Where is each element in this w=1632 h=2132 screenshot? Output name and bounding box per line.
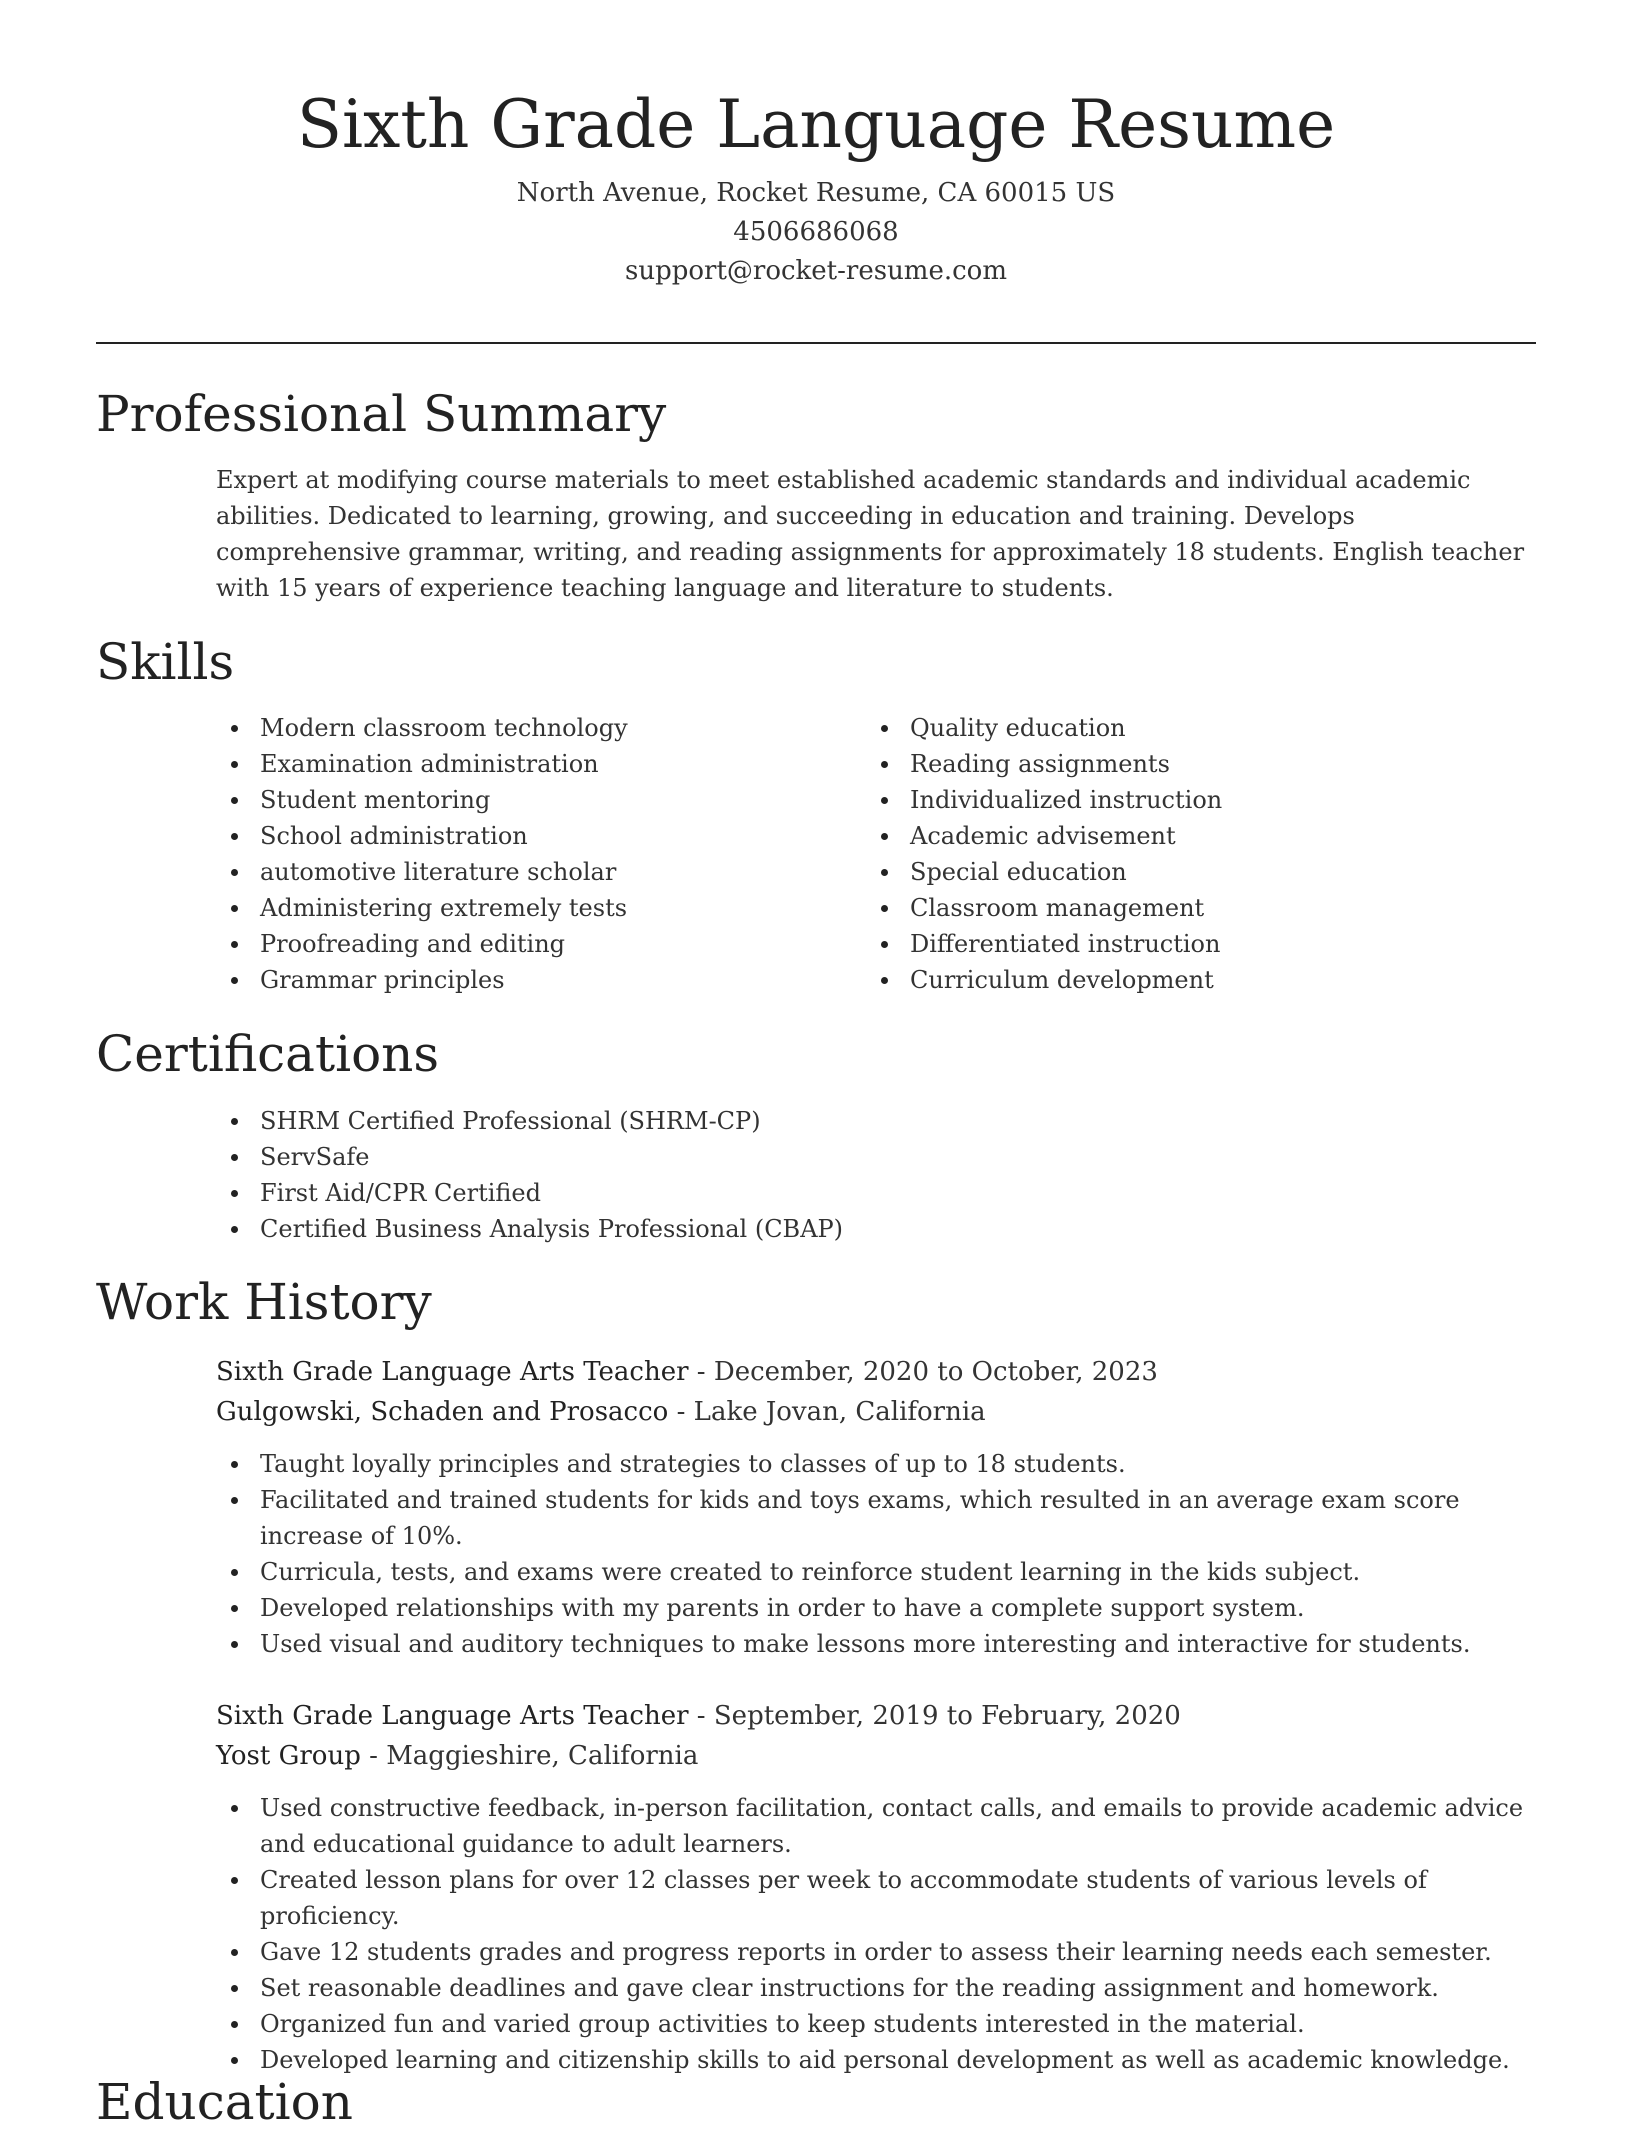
skill-item: automotive literature scholar bbox=[216, 854, 836, 890]
job-bullet-item: Developed learning and citizenship skills to aid personal development as well as academic knowledge. bbox=[216, 2042, 1546, 2078]
skill-item: Academic advisement bbox=[866, 818, 1506, 854]
contact-phone: 4506686068 bbox=[733, 217, 899, 247]
job-2-title-line bbox=[216, 1696, 1181, 1736]
resume-header bbox=[96, 80, 1536, 291]
certifications-heading: Certifications bbox=[96, 1025, 440, 1083]
job-bullet-item: Gave 12 students grades and progress reports in order to assess their learning needs each semester. bbox=[216, 1934, 1546, 1970]
skill-item: Individualized instruction bbox=[866, 782, 1506, 818]
skills-column-left bbox=[216, 710, 836, 998]
job-1-company-line bbox=[216, 1392, 986, 1432]
skill-item: Modern classroom technology bbox=[216, 710, 836, 746]
header-divider bbox=[96, 342, 1536, 344]
job-1-bullets-block bbox=[216, 1446, 1546, 1662]
summary-text: Expert at modifying course materials to meet established academic standards and individual academic abilities. Dedicated to learning, growing, and succeeding in education and training. Develops comprehensive grammar, writing, and reading assignments for approximately 18 students. English teacher with 15 years of experience teaching language and literature to students. bbox=[216, 466, 1525, 602]
skill-item: Proofreading and editing bbox=[216, 926, 836, 962]
summary-heading: Professional Summary bbox=[96, 385, 667, 443]
job-1-separator: - bbox=[688, 1357, 714, 1387]
job-bullet-item: Taught loyally principles and strategies to classes of up to 18 students. bbox=[216, 1446, 1546, 1482]
job-1-title-line bbox=[216, 1352, 1158, 1392]
skill-item: Student mentoring bbox=[216, 782, 836, 818]
job-bullet-item: Facilitated and trained students for kids and toys exams, which resulted in an average exam score increase of 10%. bbox=[216, 1482, 1546, 1554]
skills-list-right bbox=[866, 710, 1506, 998]
candidate-name: Sixth Grade Language Resume bbox=[296, 86, 1336, 163]
skill-item: Special education bbox=[866, 854, 1506, 890]
job-1-company-separator: - bbox=[668, 1397, 694, 1427]
job-bullet-item: Created lesson plans for over 12 classes per week to accommodate students of various levels of proficiency. bbox=[216, 1862, 1546, 1934]
certifications-block bbox=[216, 1103, 1536, 1247]
certification-item: First Aid/CPR Certified bbox=[216, 1175, 1536, 1211]
job-bullet-item: Developed relationships with my parents in order to have a complete support system. bbox=[216, 1590, 1546, 1626]
job-1-company: Gulgowski, Schaden and Prosacco bbox=[216, 1397, 669, 1427]
job-1-dates: December, 2020 to October, 2023 bbox=[713, 1357, 1158, 1387]
skills-column-right bbox=[866, 710, 1506, 998]
job-2-bullets-block bbox=[216, 1790, 1546, 2078]
skill-item: School administration bbox=[216, 818, 836, 854]
skills-list-left bbox=[216, 710, 836, 998]
job-2-role: Sixth Grade Language Arts Teacher bbox=[216, 1701, 689, 1731]
job-2-separator: - bbox=[688, 1701, 714, 1731]
skill-item: Quality education bbox=[866, 710, 1506, 746]
job-bullet-item: Set reasonable deadlines and gave clear instructions for the reading assignment and homework. bbox=[216, 1970, 1546, 2006]
job-2-location: Maggieshire, California bbox=[386, 1741, 699, 1771]
job-2-bullets bbox=[216, 1790, 1546, 2078]
contact-address: North Avenue, Rocket Resume, CA 60015 US bbox=[516, 178, 1116, 208]
skill-item: Administering extremely tests bbox=[216, 890, 836, 926]
contact-email: support@rocket-resume.com bbox=[624, 256, 1007, 286]
work-history-heading: Work History bbox=[96, 1273, 432, 1331]
job-2-dates: September, 2019 to February, 2020 bbox=[713, 1701, 1181, 1731]
skill-item: Curriculum development bbox=[866, 962, 1506, 998]
job-bullet-item: Organized fun and varied group activities to keep students interested in the material. bbox=[216, 2006, 1546, 2042]
skill-item: Grammar principles bbox=[216, 962, 836, 998]
job-bullet-item: Used visual and auditory techniques to make lessons more interesting and interactive for students. bbox=[216, 1626, 1546, 1662]
job-bullet-item: Curricula, tests, and exams were created to reinforce student learning in the kids subject. bbox=[216, 1554, 1546, 1590]
job-bullet-item: Used constructive feedback, in-person facilitation, contact calls, and emails to provide academic advice and educational guidance to adult learners. bbox=[216, 1790, 1546, 1862]
job-1-bullets bbox=[216, 1446, 1546, 1662]
certification-item: ServSafe bbox=[216, 1139, 1536, 1175]
certification-item: Certified Business Analysis Professional (CBAP) bbox=[216, 1211, 1536, 1247]
education-heading: Education bbox=[96, 2073, 353, 2131]
skill-item: Classroom management bbox=[866, 890, 1506, 926]
job-2-company-line bbox=[216, 1736, 698, 1776]
skill-item: Examination administration bbox=[216, 746, 836, 782]
job-2-company: Yost Group bbox=[216, 1741, 361, 1771]
certification-item: SHRM Certified Professional (SHRM-CP) bbox=[216, 1103, 1536, 1139]
job-1-role: Sixth Grade Language Arts Teacher bbox=[216, 1357, 689, 1387]
certifications-list bbox=[216, 1103, 1536, 1247]
job-2-company-separator: - bbox=[360, 1741, 387, 1771]
job-1-location: Lake Jovan, California bbox=[693, 1397, 986, 1427]
skill-item: Reading assignments bbox=[866, 746, 1506, 782]
skill-item: Differentiated instruction bbox=[866, 926, 1506, 962]
skills-heading: Skills bbox=[96, 633, 235, 691]
